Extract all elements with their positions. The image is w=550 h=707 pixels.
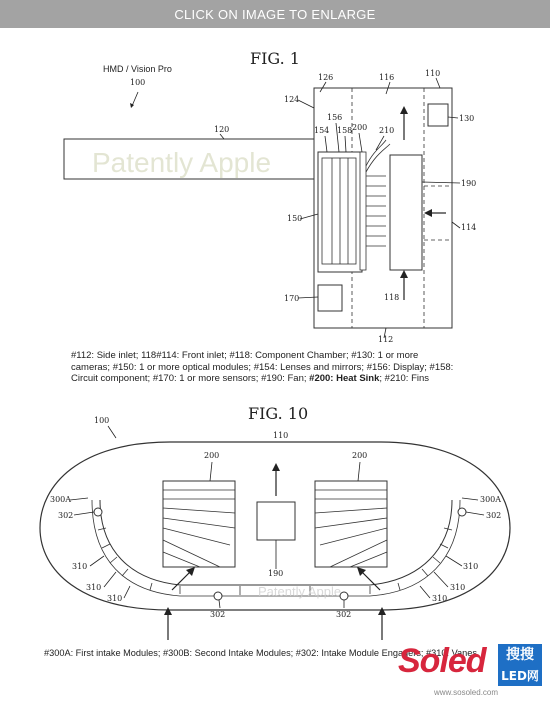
fig10-engager-br	[340, 592, 348, 600]
soled-logo-text: Soled	[398, 642, 486, 680]
enlarge-image-bar[interactable]	[0, 0, 550, 28]
fig1-caption-line-3-wrap	[71, 373, 511, 385]
fig1-title: FIG. 1	[250, 49, 300, 68]
fig10-heatsink-left	[163, 481, 235, 567]
fig10-label-200-left: 200	[204, 451, 220, 460]
fig1-label-124: 124	[284, 95, 300, 104]
fig1-leader-120	[220, 134, 224, 139]
fig10-label-200-right: 200	[352, 451, 368, 460]
fig10-leader-100	[108, 426, 116, 438]
fig10-label-302-tl: 302	[58, 511, 74, 520]
fig10-title: FIG. 10	[248, 404, 309, 423]
fig1-label-210: 210	[379, 126, 395, 135]
fig1-caption-line-3: Circuit component; #170: 1 or more sensors; #190: Fan;	[71, 373, 307, 384]
fig1-label-114: 114	[461, 223, 477, 232]
enlarge-image-label: CLICK ON IMAGE TO ENLARGE	[174, 6, 376, 22]
fig10-heatsink-right	[315, 481, 387, 567]
fig1-label-158: 158	[337, 126, 353, 135]
fig10-engager-tl	[94, 508, 102, 516]
fig10-label-310-6: 310	[432, 594, 448, 603]
fig1-label-150: 150	[287, 214, 303, 223]
fig10-label-310-3: 310	[107, 594, 123, 603]
fig10-engager-tr	[458, 508, 466, 516]
fig10-label-300a-left: 300A	[50, 495, 72, 504]
fig1-heatsink-base	[360, 152, 366, 270]
fig1-label-130: 130	[459, 114, 475, 123]
fig1-leader-100	[132, 92, 138, 106]
fig1-label-200: 200	[352, 123, 368, 132]
fig1-caption-line-1: #112: Side inlet; 118#114: Front inlet; #118: Component Chamber; #130: 1 or more	[71, 350, 419, 361]
soled-logo-cn: 搜搜	[498, 644, 542, 666]
fig1-label-110: 110	[425, 69, 441, 78]
fig10-label-302-br: 302	[336, 610, 352, 619]
fig1-fan	[390, 155, 422, 270]
fig1-label-118: 118	[384, 293, 400, 302]
fig1-label-170: 170	[284, 294, 300, 303]
fig1-label-116: 116	[379, 73, 395, 82]
fig10-label-310-1: 310	[72, 562, 88, 571]
fig10-label-190: 190	[268, 569, 284, 578]
fig1-hmd-label: HMD / Vision Pro	[103, 64, 172, 74]
fig1-lens-stack	[322, 158, 356, 264]
fig10-watermark: Patently Apple	[258, 584, 342, 599]
fig10-label-300a-right: 300A	[480, 495, 502, 504]
fig10-label-310-2: 310	[86, 583, 102, 592]
soled-logo-watermark	[398, 640, 548, 706]
soled-logo-led: LED网	[498, 666, 542, 686]
fig10-label-310-4: 310	[463, 562, 479, 571]
fig1-label-126: 126	[318, 73, 334, 82]
fig10-diagram	[0, 395, 550, 645]
fig10-fan	[257, 502, 295, 540]
fig10-engager-bl	[214, 592, 222, 600]
fig10-label-302-tr: 302	[486, 511, 502, 520]
fig1-label-154: 154	[314, 126, 330, 135]
fig1-arrowhead-100	[130, 103, 134, 108]
fig10-label-310-5: 310	[450, 583, 466, 592]
fig1-sensor-box	[318, 285, 342, 311]
soled-logo-url: www.sosoled.com	[434, 688, 499, 697]
fig10-label-110: 110	[273, 431, 289, 440]
fig1-watermark: Patently Apple	[92, 147, 272, 178]
fig1-caption-bold: #200: Heat Sink	[309, 373, 380, 384]
fig1-label-190: 190	[461, 179, 477, 188]
fig1-caption-tail: ; #210: Fins	[379, 373, 430, 384]
fig1-caption	[71, 350, 511, 385]
fig1-label-120: 120	[214, 125, 230, 134]
fig10-caption: #300A: First intake Modules; #300B: Second Intake Modules; #302: Intake Module Engagers; #310: Vanes	[44, 648, 477, 658]
fig1-camera-box	[428, 104, 448, 126]
fig1-label-112: 112	[378, 335, 394, 344]
fig1-caption-line-2: cameras; #150: 1 or more optical modules; #154: Lenses and mirrors; #156: Display; #158:	[71, 361, 454, 373]
fig1-label-100: 100	[130, 78, 146, 87]
fig10-label-302-bl: 302	[210, 610, 226, 619]
fig10-label-100: 100	[94, 416, 110, 425]
fig1-label-156: 156	[327, 113, 343, 122]
